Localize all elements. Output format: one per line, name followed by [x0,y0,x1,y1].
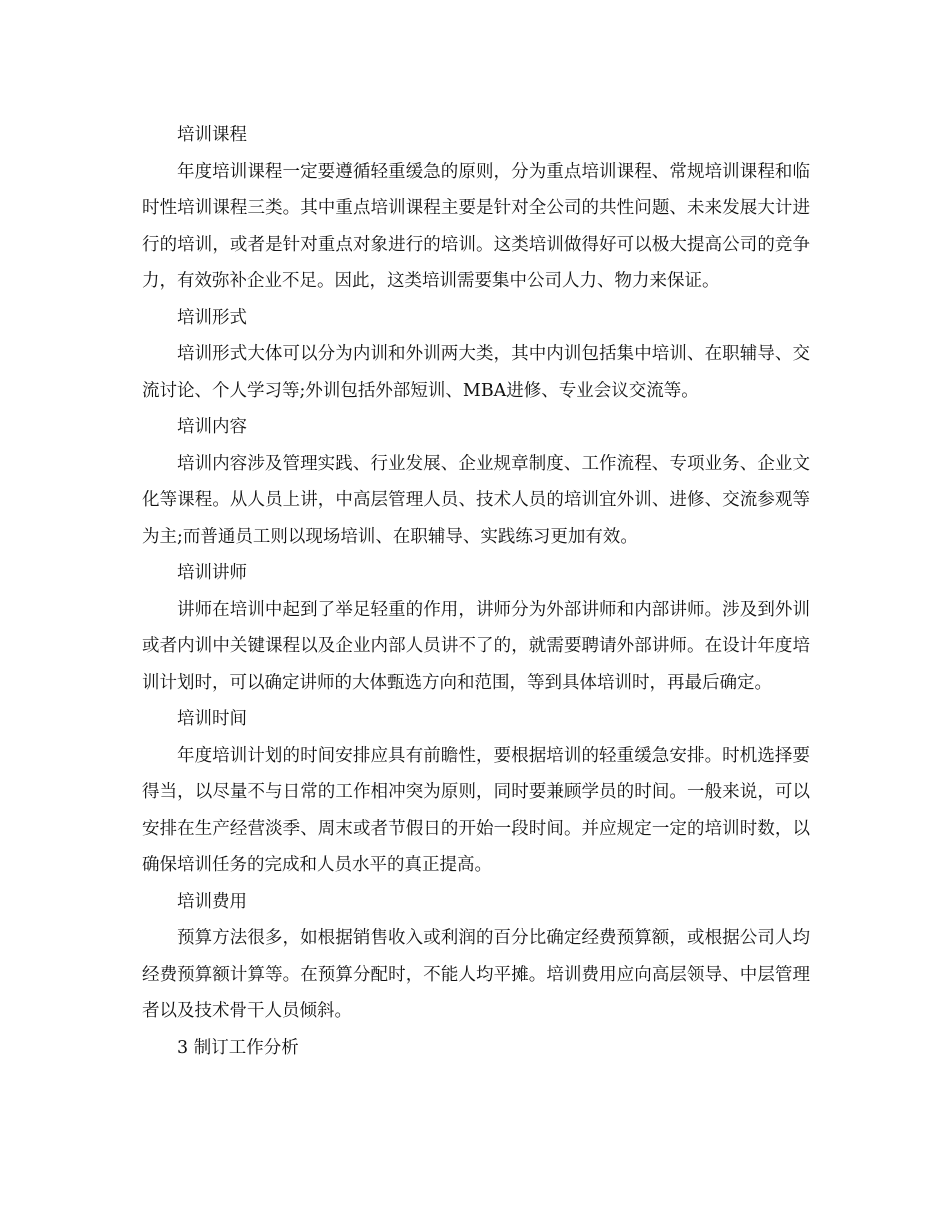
section-heading-content: 培训内容 [177,417,247,437]
section-heading-cost: 培训费用 [177,891,247,912]
section-paragraph-courses: 年度培训课程一定要遵循轻重缓急的原则，分为重点培训课程、常规培训课程和临时性培训课程三类。其中重点培训课程主要是针对全公司的共性问题、未来发展大计进行的培训，或者是针对重点对象进行的培训。这类培训做得好可以极大提高公司的竞争力，有效弥补企业不足。因此，这类培训需要集中公司人力、物力来保证。 [142,161,810,291]
final-section-heading: 3 制订工作分析 [177,1037,299,1058]
section-heading-trainers: 培训讲师 [177,563,247,583]
section-heading-courses: 培训课程 [177,125,247,145]
section-heading-time: 培训时间 [177,709,247,729]
section-paragraph-trainers: 讲师在培训中起到了举足轻重的作用，讲师分为外部讲师和内部讲师。涉及到外训或者内训中关键课程以及企业内部人员讲不了的，就需要聘请外部讲师。在设计年度培训计划时，可以确定讲师的大体甄选方向和范围，等到具体培训时，再最后确定。 [142,599,810,693]
section-paragraph-time: 年度培训计划的时间安排应具有前瞻性，要根据培训的轻重缓急安排。时机选择要得当，以尽量不与日常的工作相冲突为原则，同时要兼顾学员的时间。一般来说，可以安排在生产经营淡季、周末或者节假日的开始一段时间。并应规定一定的培训时数，以确保培训任务的完成和人员水平的真正提高。 [142,745,810,875]
section-paragraph-format: 培训形式大体可以分为内训和外训两大类，其中内训包括集中培训、在职辅导、交流讨论、个人学习等;外训包括外部短训、MBA进修、专业会议交流等。 [142,344,810,401]
section-paragraph-content: 培训内容涉及管理实践、行业发展、企业规章制度、工作流程、专项业务、企业文化等课程。从人员上讲，中高层管理人员、技术人员的培训宜外训、进修、交流参观等为主;而普通员工则以现场培训、在职辅导、实践练习更加有效。 [142,453,810,547]
section-heading-format: 培训形式 [177,307,247,328]
section-paragraph-cost: 预算方法很多，如根据销售收入或利润的百分比确定经费预算额，或根据公司人均经费预算额计算等。在预算分配时，不能人均平摊。培训费用应向高层领导、中层管理者以及技术骨干人员倾斜。 [142,928,810,1021]
document-body [142,117,810,1066]
